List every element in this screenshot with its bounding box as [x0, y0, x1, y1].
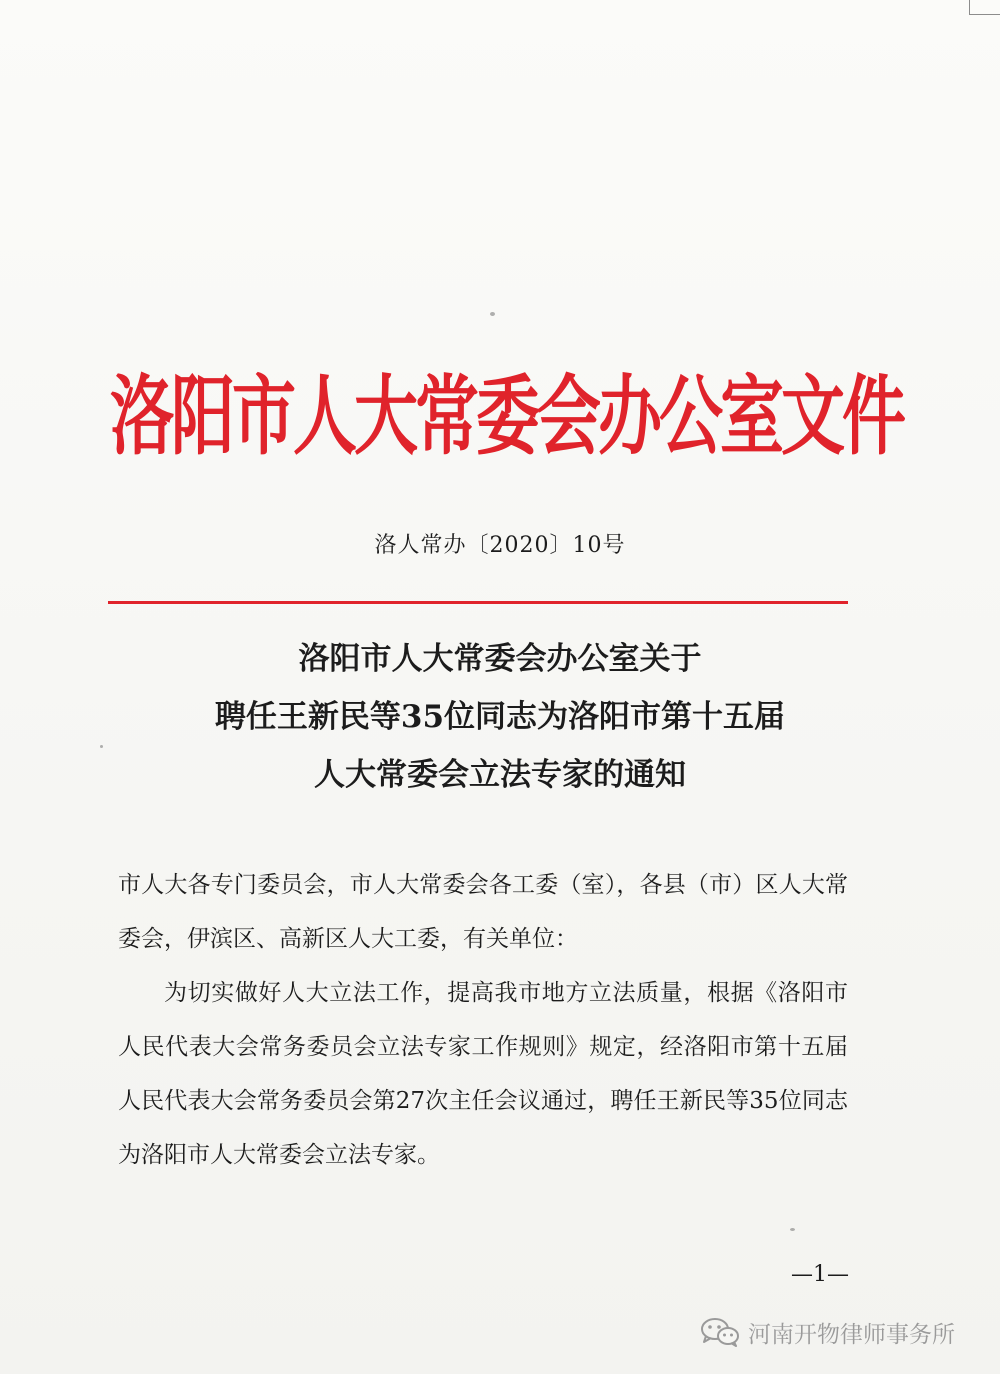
title-line-3: 人大常委会立法专家的通知	[314, 757, 686, 793]
watermark	[700, 1312, 955, 1352]
wechat-icon	[700, 1317, 740, 1347]
scan-corner-mark	[969, 0, 1000, 15]
document-body	[118, 858, 848, 1182]
salutation: 市人大各专门委员会，市人大常委会各工委（室），各县（市）区人大常委会，伊滨区、高新区人大工委，有关单位：	[118, 872, 848, 952]
scan-speck	[790, 1228, 795, 1231]
document-number: 洛人常办〔2020〕10号	[374, 533, 626, 558]
title-line-1: 洛阳市人大常委会办公室关于	[298, 641, 702, 677]
scan-speck	[490, 312, 495, 316]
watermark-text: 河南开物律师事务所	[748, 1321, 955, 1348]
body-paragraph: 为切实做好人大立法工作，提高我市地方立法质量，根据《洛阳市人民代表大会常务委员会立法专家工作规则》规定，经洛阳市第十五届人民代表大会常务委员会第27次主任会议通过，聘任王新民等35位同志为洛阳市人大常委会立法专家。	[118, 980, 848, 1168]
red-divider-line	[108, 601, 848, 604]
document-title	[100, 630, 900, 804]
issuer-header: 洛阳市人大常委会办公室文件	[110, 366, 903, 468]
title-line-2: 聘任王新民等35位同志为洛阳市第十五届	[214, 699, 786, 735]
page-number: —1—	[791, 1262, 849, 1287]
